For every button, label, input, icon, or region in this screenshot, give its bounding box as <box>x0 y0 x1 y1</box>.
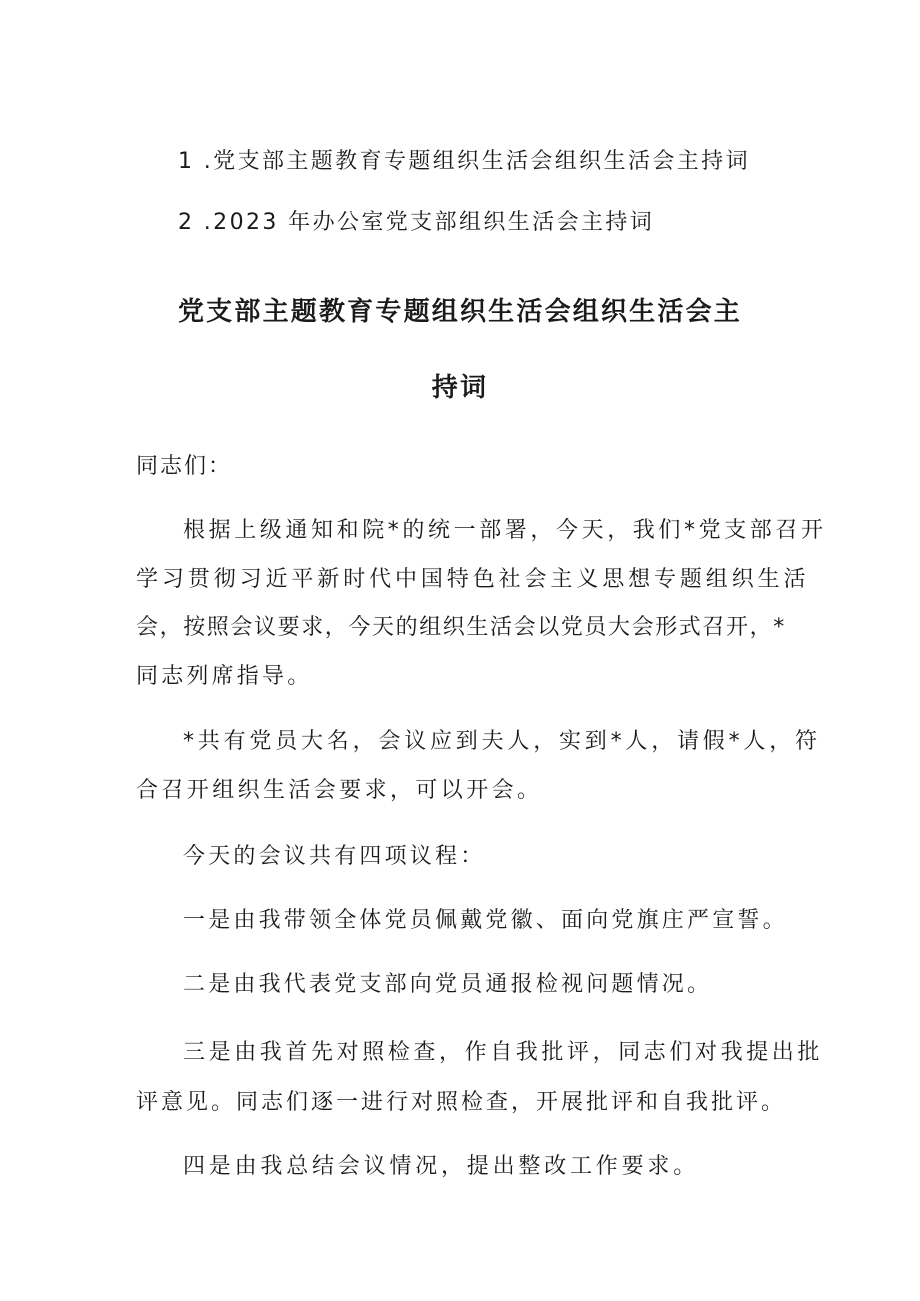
paragraph-line: 会，按照会议要求，今天的组织生活会以党员大会形式召开，* <box>136 615 786 640</box>
paragraph-line: 二是由我代表党支部向党员通报检视问题情况。 <box>183 972 713 997</box>
paragraph-line: 同志列席指导。 <box>136 664 313 689</box>
paragraph-line: 四是由我总结会议情况，提出整改工作要求。 <box>183 1154 700 1179</box>
paragraph-line: 今天的会议共有四项议程： <box>183 844 486 869</box>
paragraph-line: 合召开组织生活会要求，可以开会。 <box>136 778 543 803</box>
paragraph-line: 根据上级通知和院*的统一部署，今天，我们*党支部召开 <box>183 518 827 543</box>
salutation: 同志们： <box>136 454 233 479</box>
paragraph-line: 一是由我带领全体党员佩戴党徽、面向党旗庄严宣誓。 <box>183 908 788 933</box>
document-title-line-1: 党支部主题教育专题组织生活会组织生活会主 <box>177 297 742 327</box>
toc-item-1: 1 .党支部主题教育专题组织生活会组织生活会主持词 <box>178 149 750 174</box>
paragraph-line: 评意见。同志们逐一进行对照检查，开展批评和自我批评。 <box>136 1090 787 1115</box>
toc-item-2: 2 .2023 年办公室党支部组织生活会主持词 <box>178 210 655 235</box>
document-title-line-2: 持词 <box>431 373 489 403</box>
paragraph-line: *共有党员大名，会议应到夫人，实到*人，请假*人，符 <box>183 729 821 754</box>
paragraph-line: 学习贯彻习近平新时代中国特色社会主义思想专题组织生活 <box>136 567 810 592</box>
paragraph-line: 三是由我首先对照检查，作自我批评，同志们对我提出批 <box>183 1040 824 1065</box>
